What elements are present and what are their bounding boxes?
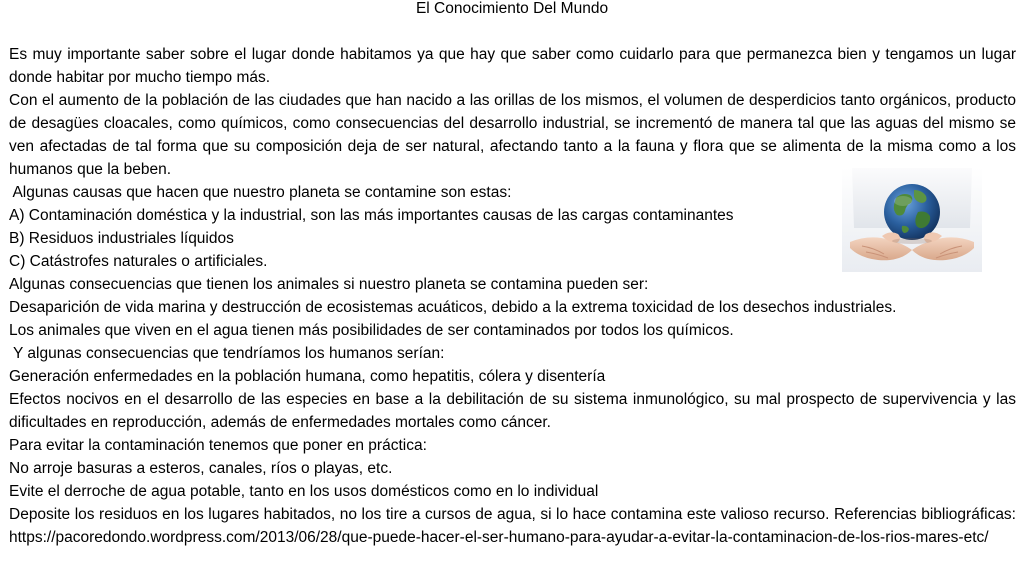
list-item-cause-b: B) Residuos industriales líquidos — [9, 230, 234, 247]
paragraph-human-consequences-heading: Y algunas consecuencias que tendríamos los humanos serían: — [9, 345, 445, 362]
paragraph-save-water: Evite el derroche de agua potable, tanto en los usos domésticos como en lo individual — [9, 483, 599, 500]
body-text — [9, 43, 1016, 549]
paragraph-intro: Es muy importante saber sobre el lugar donde habitamos ya que hay que saber como cuidarlo para que permanezca bien y tengamos un lugar donde habitar por mucho tiempo más. — [9, 46, 1016, 86]
paragraph-pollution-context: Con el aumento de la población de las ciudades que han nacido a las orillas de los mismos, el volumen de desperdicios tanto orgánicos, producto de desagües cloacales, como químicos, como consecuencias del desarrollo industrial, se incrementó de manera tal que las aguas del mismo se ven afectadas de tal forma que su composición deja de ser natural, afectando tanto a la fauna y flora que se alimenta de la misma como a los humanos que la beben. — [9, 92, 1016, 178]
earth-in-hands-image — [842, 168, 982, 272]
paragraph-no-garbage: No arroje basuras a esteros, canales, ríos o playas, etc. — [9, 460, 393, 477]
paragraph-diseases: Generación enfermedades en la población humana, como hepatitis, cólera y disentería — [9, 368, 606, 385]
paragraph-references: Deposite los residuos en los lugares habitados, no los tire a cursos de agua, si lo hace contamina este valioso recurso. Referencias bibliográficas: https://pacoredondo.wordpress.com/2013/06/28/que-puede-hacer-el-ser-humano-para-ayudar-a-evitar-la-contaminacion-de-los-rios-mares-etc/ — [9, 506, 1016, 546]
paragraph-causes-heading: Algunas causas que hacen que nuestro planeta se contamine son estas: — [9, 184, 512, 201]
list-item-cause-c: C) Catástrofes naturales o artificiales. — [9, 253, 268, 270]
list-item-cause-a: A) Contaminación doméstica y la industrial, son las más importantes causas de las cargas contaminantes — [9, 207, 734, 224]
paragraph-animal-consequences-heading: Algunas consecuencias que tienen los animales si nuestro planeta se contamina pueden ser: — [9, 276, 649, 293]
paragraph-prevention-heading: Para evitar la contaminación tenemos que poner en práctica: — [9, 437, 427, 454]
paragraph-water-animals: Los animales que viven en el agua tienen más posibilidades de ser contaminados por todos los químicos. — [9, 322, 734, 339]
paragraph-marine-life: Desaparición de vida marina y destrucción de ecosistemas acuáticos, debido a la extrema toxicidad de los desechos industriales. — [9, 299, 897, 316]
paragraph-harmful-effects: Efectos nocivos en el desarrollo de las especies en base a la debilitación de su sistema inmunológico, su mal prospecto de supervivencia y las dificultades en reproducción, además de enfermedades mortales como cáncer. — [9, 391, 1016, 431]
page-title: El Conocimiento Del Mundo — [415, 0, 609, 17]
